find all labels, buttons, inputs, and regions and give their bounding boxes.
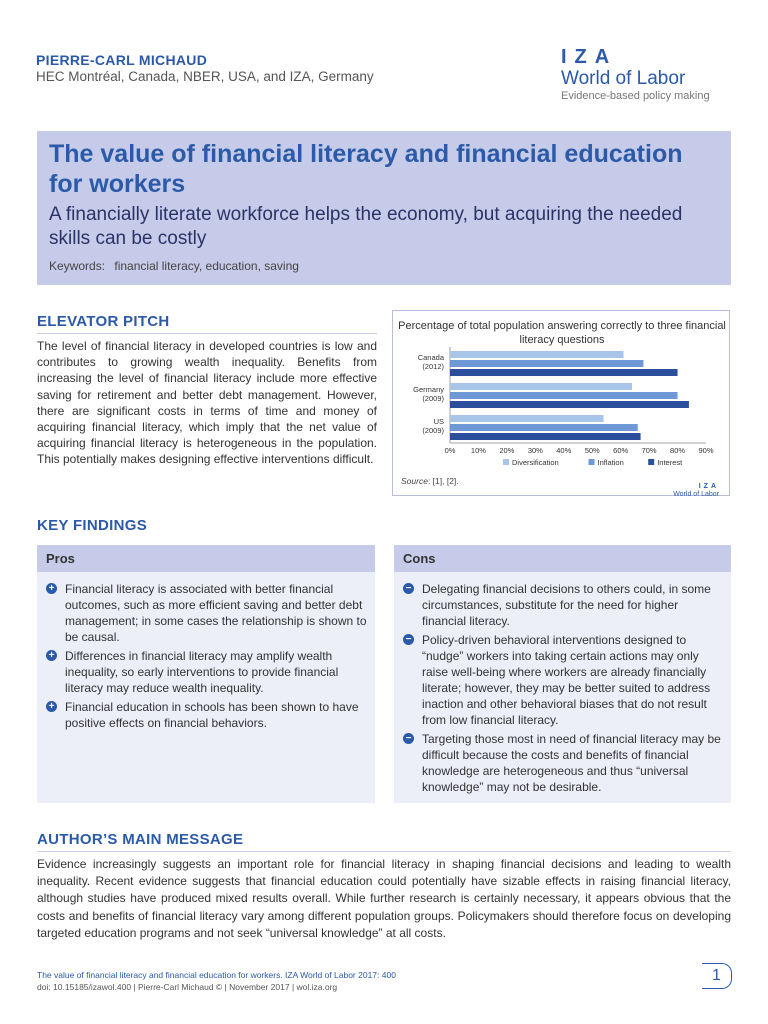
category-label: (2009): [422, 394, 444, 403]
cons-item-text: Targeting those most in need of financial literacy may be difficult because the costs and benefits of financial knowledge are heterogeneous and thus “universal knowledge” may not be desirable.: [422, 732, 721, 794]
x-tick-label: 10%: [470, 446, 486, 455]
plus-circle-icon: +: [46, 583, 57, 594]
iza-world-of-labor-logo: [561, 46, 731, 110]
logo-wol-text: World of Labor: [561, 68, 686, 89]
main-message-text: Evidence increasingly suggests an important role for financial literacy in shaping financial decisions and leading to wealth inequality. Recent evidence suggests that financial education could potentially have sizable effects in raising financial literacy, although studies have produced mixed results overall. While further research is certainly necessary, it appears obvious that the costs and benefits of financial literacy vary among different population groups. Policymakers should therefore focus on developing targeted education programs and not seek “universal knowledge” at all costs.: [37, 857, 731, 940]
x-tick-label: 90%: [698, 446, 714, 455]
cons-item: [402, 731, 723, 795]
bar-interest: [450, 369, 678, 376]
author-affiliation: HEC Montréal, Canada, NBER, USA, and IZA, Germany: [36, 69, 374, 84]
x-tick-label: 70%: [641, 446, 657, 455]
cons-item: [402, 632, 723, 728]
page-number: 1: [702, 963, 732, 989]
cons-item-text: Policy-driven behavioral interventions designed to “nudge” workers into taking certain actions may only raise well-being where workers are already financially literate; however, they may be better suited to address inaction and other behavioral biases that do not result from low financial literacy.: [422, 633, 711, 727]
plus-circle-icon: +: [46, 701, 57, 712]
pros-item: [45, 648, 367, 696]
x-tick-label: 40%: [556, 446, 572, 455]
elevator-pitch-heading: ELEVATOR PITCH: [37, 313, 170, 330]
footer-doi: doi: 10.15185/izawol.400 | Pierre-Carl Michaud © | November 2017 | wol.iza.org: [37, 982, 338, 992]
title-box: [37, 131, 731, 285]
category-label: (2009): [422, 426, 444, 435]
chart-logo-wol: World of Labor: [673, 491, 719, 498]
pros-header: Pros: [37, 545, 375, 572]
pros-item: [45, 699, 367, 731]
pros-item: [45, 581, 367, 645]
x-tick-label: 60%: [613, 446, 629, 455]
category-label: US: [433, 417, 444, 426]
legend-label: Inflation: [597, 458, 624, 467]
x-tick-label: 20%: [499, 446, 515, 455]
pros-item-text: Financial literacy is associated with better financial outcomes, such as more efficient saving and better debt management; in some cases the relationship is shown to be causal.: [65, 582, 367, 644]
legend-swatch: [589, 459, 595, 465]
keywords-label: Keywords:: [49, 259, 106, 273]
pros-list: [37, 572, 375, 731]
pros-item-text: Financial education in schools has been shown to have positive effects on financial behaviors.: [65, 700, 359, 730]
bar-diversification: [450, 351, 624, 358]
legend-swatch: [648, 459, 654, 465]
cons-header: Cons: [394, 545, 731, 572]
chart-iza-logo: [673, 483, 719, 499]
chart-source: [401, 476, 459, 486]
bar-chart: [393, 311, 731, 497]
article-title: The value of financial literacy and financial education for workers: [49, 140, 683, 198]
minus-circle-icon: −: [403, 733, 414, 744]
footer-citation: The value of financial literacy and financial education for workers. IZA World of Labor 2017: 400: [37, 970, 396, 980]
elevator-pitch-text: The level of financial literacy in developed countries is low and contributes to growing wealth inequality. Benefits from increasing the level of financial literacy include more effective saving for retirement and better debt management. However, there are significant costs in terms of time and money of acquiring financial literacy, which imply that the net value of acquiring financial literacy is heterogeneous in the population. This potentially makes designing effective interventions difficult.: [37, 339, 377, 467]
bar-inflation: [450, 424, 638, 431]
x-tick-label: 0%: [444, 446, 456, 455]
category-label: (2012): [422, 362, 444, 371]
bar-diversification: [450, 415, 604, 422]
footer: [37, 969, 396, 993]
minus-circle-icon: −: [403, 634, 414, 645]
main-message-heading: AUTHOR’S MAIN MESSAGE: [37, 831, 244, 848]
main-message-rule: [37, 851, 731, 852]
bar-diversification: [450, 383, 632, 390]
x-tick-label: 30%: [527, 446, 543, 455]
minus-circle-icon: −: [403, 583, 414, 594]
category-label: Germany: [413, 385, 444, 394]
legend-label: Interest: [657, 458, 683, 467]
bar-inflation: [450, 392, 678, 399]
chart-panel: [392, 310, 730, 496]
chart-source-text: : [1], [2].: [427, 476, 459, 486]
x-tick-label: 80%: [670, 446, 686, 455]
key-findings-heading: KEY FINDINGS: [37, 517, 148, 534]
bar-interest: [450, 401, 689, 408]
article-subtitle: A financially literate workforce helps the economy, but acquiring the needed skills can be costly: [49, 204, 683, 249]
legend-swatch: [503, 459, 509, 465]
bar-inflation: [450, 360, 643, 367]
keywords-list: financial literacy, education, saving: [114, 259, 299, 273]
chart-title: Percentage of total population answering correctly to three financial literacy questions: [398, 320, 726, 346]
category-label: Canada: [417, 353, 444, 362]
elevator-pitch-rule: [37, 333, 377, 334]
cons-panel: [394, 545, 731, 803]
cons-item: [402, 581, 723, 629]
cons-list: [394, 572, 731, 795]
chart-logo-iza: IZA: [698, 483, 719, 490]
pros-item-text: Differences in financial literacy may amplify wealth inequality, so early interventions to provide financial literacy may reduce wealth inequality.: [65, 649, 339, 695]
legend-label: Diversification: [512, 458, 559, 467]
keywords: [49, 259, 719, 273]
bar-interest: [450, 433, 641, 440]
plus-circle-icon: +: [46, 650, 57, 661]
author-name: PIERRE-CARL MICHAUD: [36, 52, 208, 68]
logo-tagline: Evidence-based policy making: [561, 90, 710, 102]
cons-item-text: Delegating financial decisions to others could, in some circumstances, substitute for the need for higher financial literacy.: [422, 582, 711, 628]
chart-source-label: Source: [401, 476, 428, 486]
logo-iza-text: IZA: [561, 46, 618, 68]
x-tick-label: 50%: [584, 446, 600, 455]
pros-panel: [37, 545, 375, 803]
